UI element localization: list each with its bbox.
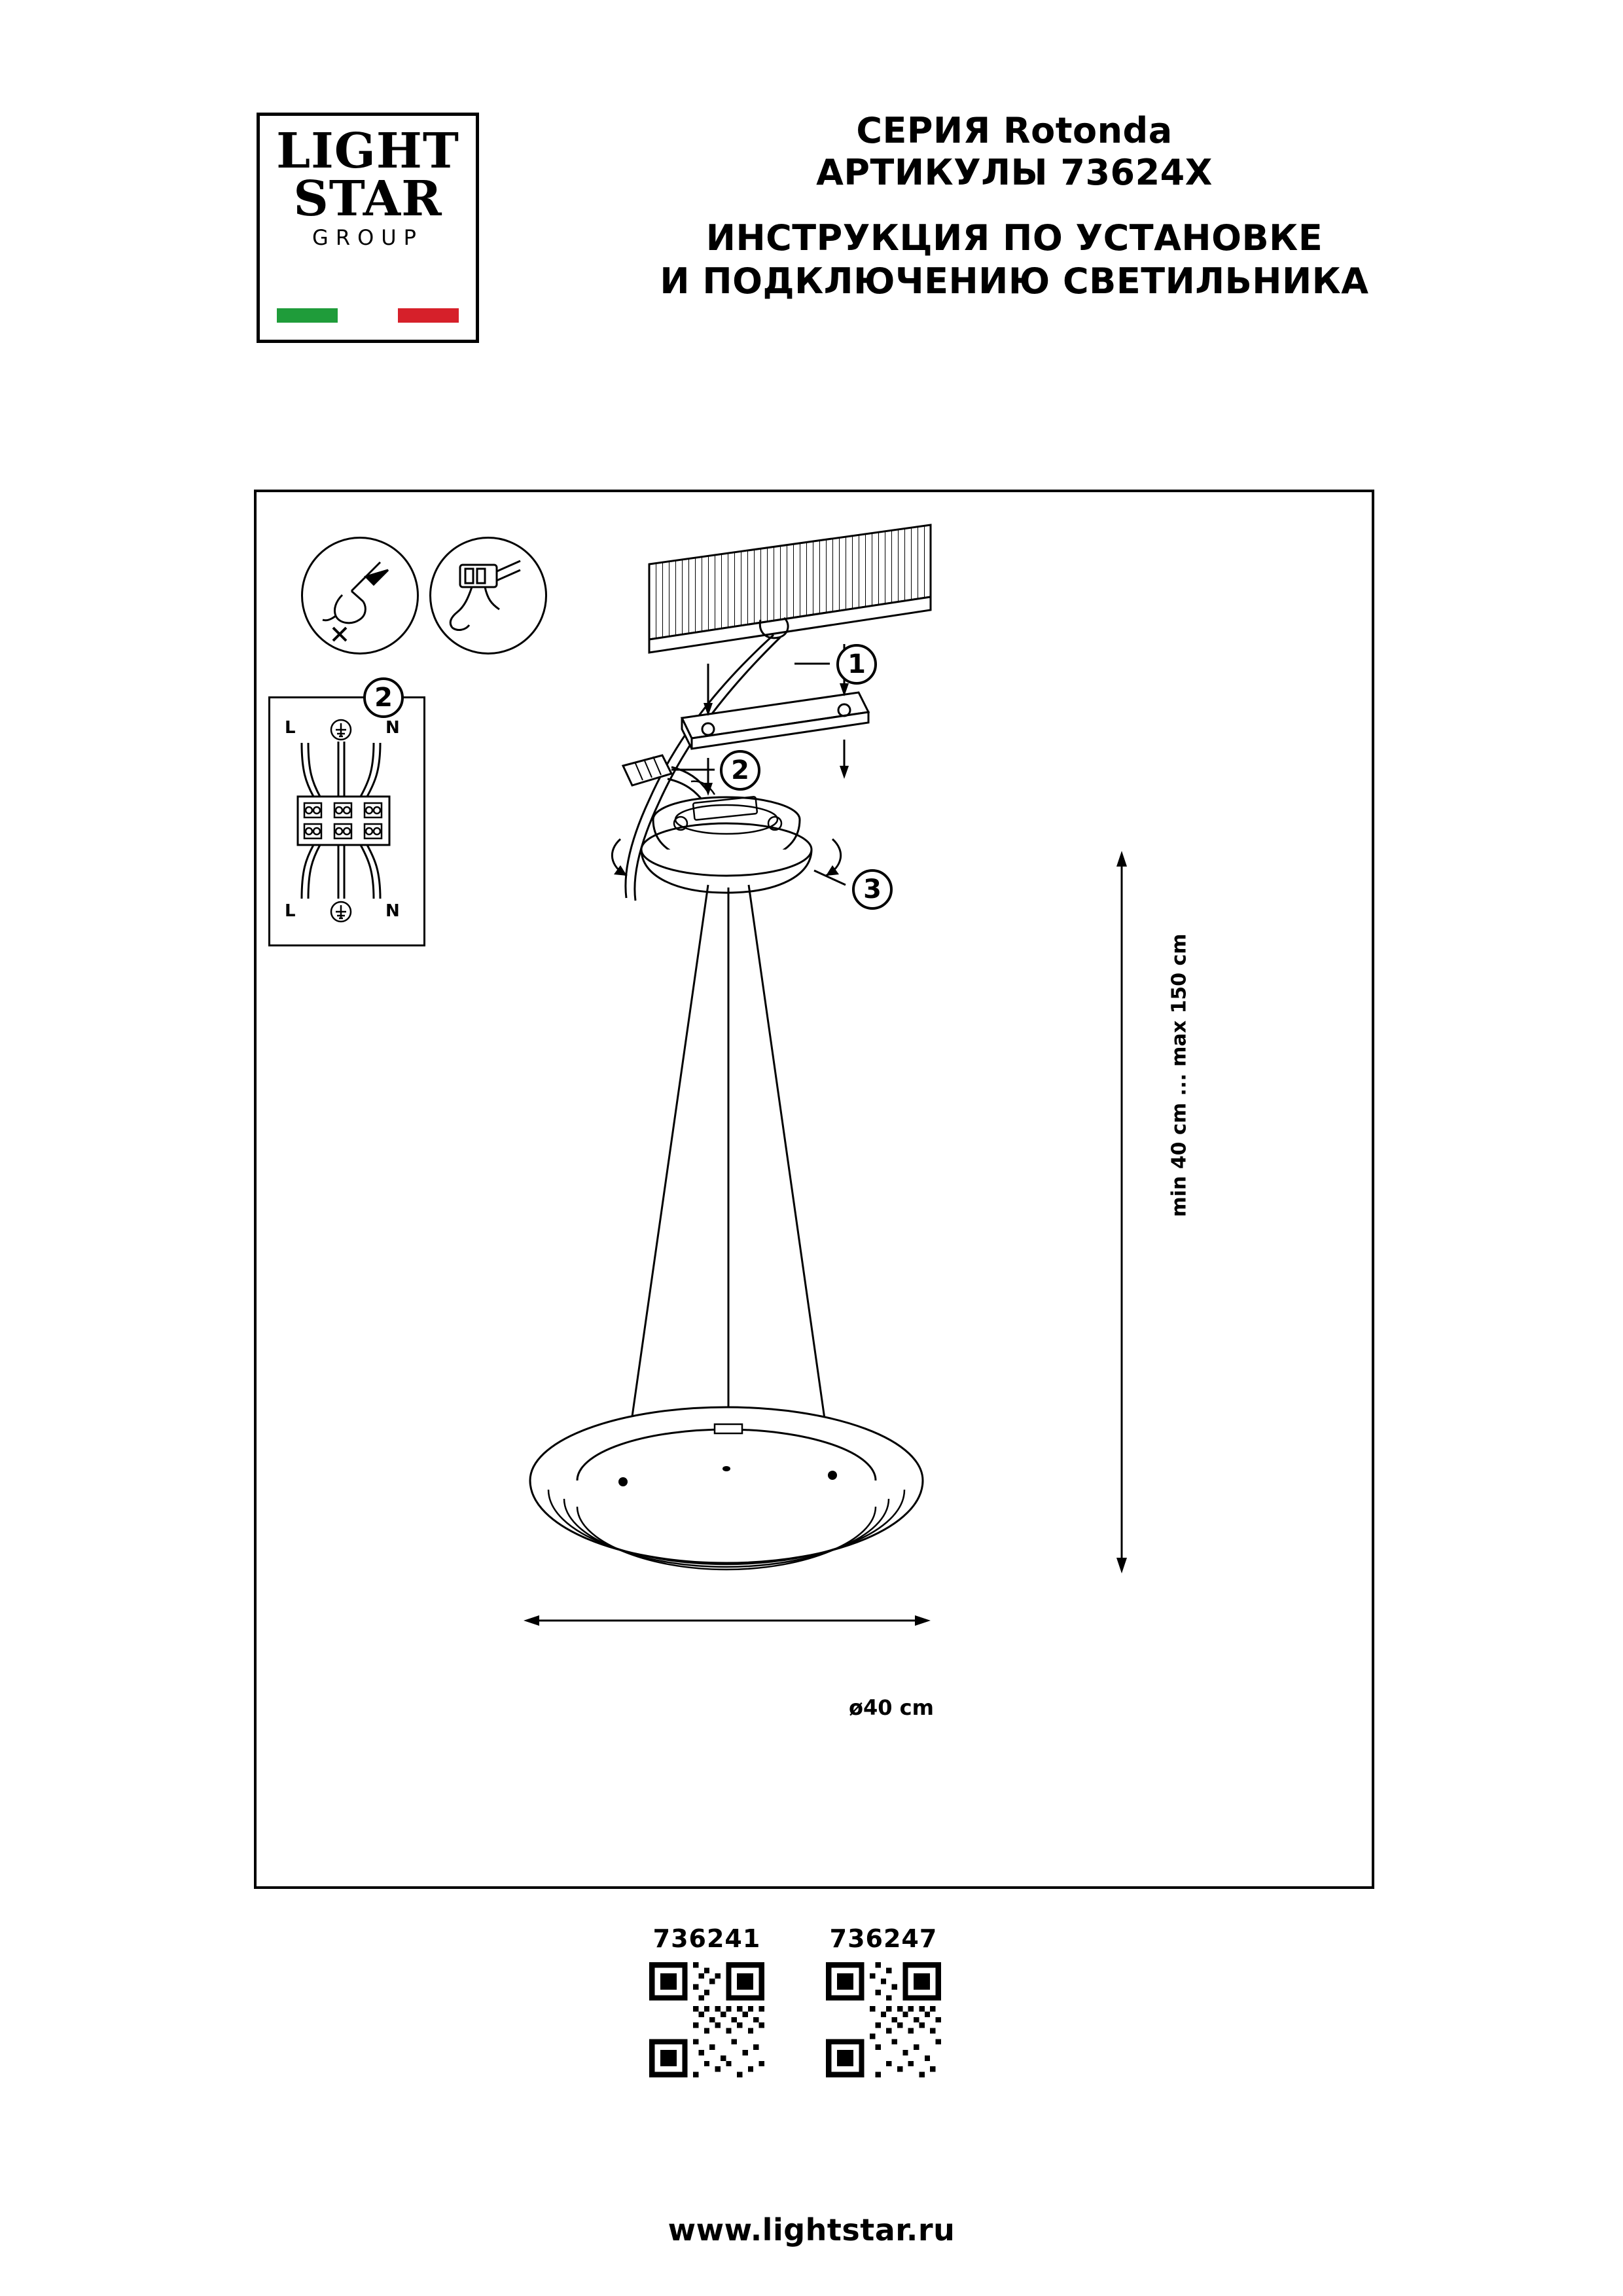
horizontal-dimension-arrow <box>524 1615 931 1626</box>
instruction-title <box>563 217 1466 303</box>
instruction-title-line-2: И ПОДКЛЮЧЕНИЮ СВЕТИЛЬНИКА <box>660 260 1369 302</box>
logo-line-1: LIGHT <box>276 123 459 179</box>
flag-red-stripe <box>398 308 459 323</box>
instruction-title-line-1: ИНСТРУКЦИЯ ПО УСТАНОВКЕ <box>705 217 1323 259</box>
flag-white-stripe <box>338 308 399 323</box>
series-title: СЕРИЯ Rotonda <box>856 110 1173 151</box>
logo-line-3: GROUP <box>312 225 423 251</box>
step-bubble-1: 1 <box>836 644 877 685</box>
vertical-dimension-label: min 40 cm ... max 150 cm <box>1168 933 1191 1217</box>
step-bubble-2-wiring: 2 <box>363 677 404 718</box>
qr-code-2[interactable] <box>826 1962 941 2077</box>
logo-line-2: STAR <box>293 170 442 227</box>
website-url[interactable]: www.lightstar.ru <box>668 2212 955 2248</box>
company-logo <box>257 113 479 343</box>
lamp-assembly-drawing <box>257 492 1369 1886</box>
title-block <box>563 110 1466 303</box>
wiring-label-top-L: L <box>285 718 296 738</box>
qr-label-2: 736247 <box>829 1924 938 1953</box>
step-bubble-3: 3 <box>852 869 893 910</box>
canopy <box>612 781 840 893</box>
qr-group-2 <box>805 1924 962 2077</box>
vertical-dimension-arrow <box>1116 851 1127 1573</box>
diagram-panel <box>254 490 1374 1889</box>
wiring-label-bottom-N: N <box>385 901 400 921</box>
connector-block <box>623 755 708 802</box>
article-title: АРТИКУЛЫ 73624X <box>816 151 1213 193</box>
logo-text <box>260 123 476 251</box>
qr-code-1[interactable] <box>649 1962 764 2077</box>
italian-flag-icon <box>277 308 459 323</box>
wiring-label-bottom-L: L <box>285 901 296 921</box>
qr-group-1 <box>628 1924 785 2077</box>
ceiling-plate <box>649 525 931 653</box>
ring-luminaire <box>530 1407 923 1570</box>
page-header <box>0 0 1623 419</box>
step-bubble-2: 2 <box>720 750 760 791</box>
qr-label-1: 736241 <box>652 1924 761 1953</box>
flag-green-stripe <box>277 308 338 323</box>
wiring-label-top-N: N <box>385 718 400 738</box>
horizontal-dimension-label: ø40 cm <box>754 1695 1029 1720</box>
suspension-cables <box>623 885 832 1480</box>
